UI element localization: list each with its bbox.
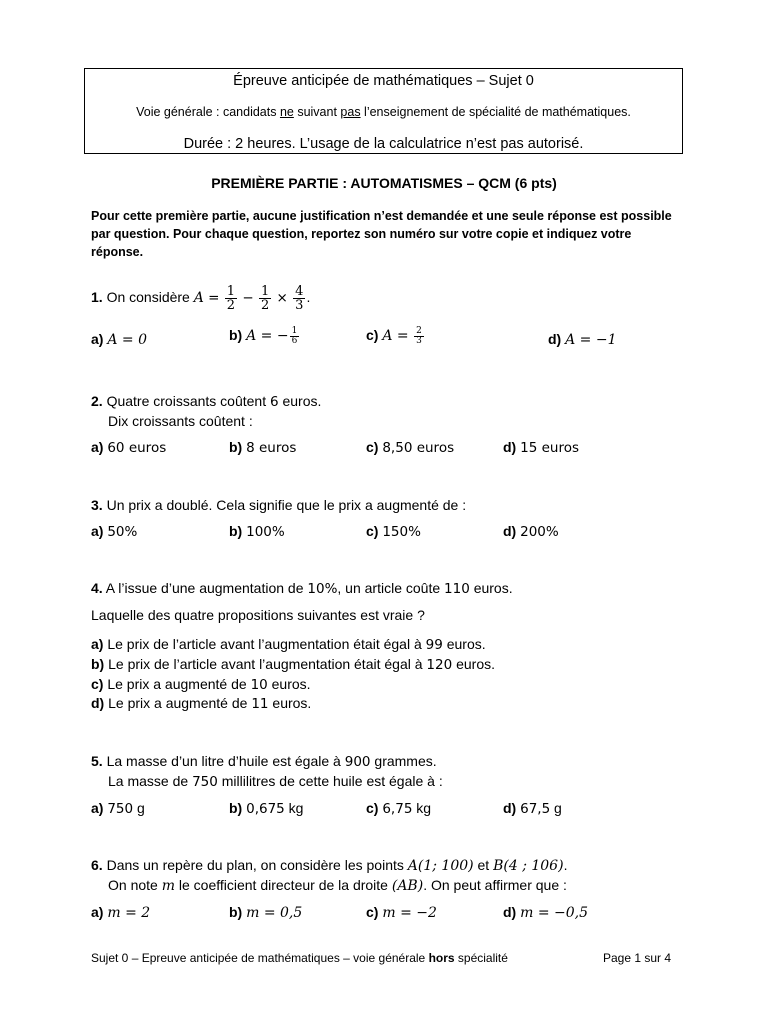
option-value: 100%	[246, 524, 285, 540]
question-text: euros.	[278, 393, 322, 409]
fraction	[293, 285, 305, 312]
option-value: 200%	[520, 524, 559, 540]
question-text: Un prix a doublé. Cela signifie que le prix a augmenté de :	[102, 497, 467, 513]
denominator: 3	[295, 298, 304, 313]
question-text: . On peut affirmer que :	[423, 877, 567, 893]
option-label: b)	[229, 439, 243, 455]
track-text-1: Voie générale : candidats	[136, 105, 280, 119]
option-c	[366, 904, 437, 921]
option-a	[91, 439, 166, 456]
option-unit: kg	[412, 800, 432, 816]
option-label: d)	[91, 695, 105, 711]
math-number: 10%	[307, 581, 338, 597]
question-text: A l’issue d’une augmentation de	[102, 580, 308, 596]
option-d	[503, 523, 559, 540]
numerator: 1	[226, 284, 236, 299]
question-text: Dans un repère du plan, on considère les points	[102, 857, 408, 873]
denominator: 2	[260, 298, 270, 313]
question-4-line2: Laquelle des quatre propositions suivantes est vraie ?	[91, 607, 425, 623]
math-point: A(1; 100)	[407, 858, 474, 874]
option-a	[91, 331, 147, 348]
option-unit: euros	[537, 440, 579, 456]
option-label: b)	[229, 904, 243, 920]
option-c	[366, 523, 421, 540]
question-text: et	[473, 857, 494, 873]
section-title: PREMIÈRE PARTIE : AUTOMATISMES – QCM (6 pts)	[211, 175, 557, 191]
question-text: Quatre croissants coûtent	[102, 393, 270, 409]
option-value: 0,675	[246, 801, 285, 817]
track-ne: ne	[279, 105, 294, 119]
option-value: 120	[426, 657, 453, 673]
option-value: A =	[382, 328, 414, 345]
math-number: 6	[270, 394, 279, 410]
question-4	[91, 580, 513, 597]
track-text-2: suivant	[293, 105, 341, 119]
option-a	[91, 904, 150, 921]
option-label: a)	[91, 331, 104, 347]
option-unit: kg	[284, 800, 304, 816]
option-value: 6,75	[382, 801, 413, 817]
math-number: 110	[444, 581, 470, 597]
option-b	[229, 327, 300, 346]
question-text: On note	[108, 877, 162, 893]
option-value: 50%	[107, 524, 138, 540]
option-label: a)	[91, 636, 104, 652]
question-text: euros.	[469, 580, 513, 596]
option-value: A = −	[246, 328, 289, 345]
option-label: b)	[229, 523, 243, 539]
option-text: Le prix a augmenté de	[103, 676, 251, 692]
option-unit: euros.	[267, 676, 311, 692]
option-a	[91, 800, 145, 817]
question-text: , un article coûte	[337, 580, 445, 596]
question-text: le coefficient directeur de la droite	[174, 877, 392, 893]
option-value: m = −0,5	[520, 905, 589, 921]
option-b	[91, 656, 495, 673]
numerator: 1	[260, 284, 270, 299]
option-label: c)	[91, 676, 104, 692]
question-6	[91, 857, 567, 874]
option-label: a)	[91, 523, 104, 539]
fraction	[259, 285, 271, 312]
math-number: 750	[192, 774, 218, 790]
option-unit: euros.	[442, 636, 486, 652]
fraction	[414, 327, 424, 346]
question-number: 6.	[91, 857, 103, 873]
option-label: d)	[503, 523, 517, 539]
math-op: ×	[272, 290, 293, 307]
option-b	[229, 904, 302, 921]
fraction	[290, 327, 300, 346]
question-6-line2	[108, 877, 567, 894]
option-value: 8	[246, 440, 255, 456]
option-c	[366, 800, 431, 817]
option-unit: euros	[124, 440, 167, 456]
question-text: grammes.	[370, 753, 437, 769]
option-label: b)	[91, 656, 105, 672]
option-unit: euros	[412, 440, 455, 456]
option-unit: g	[133, 800, 145, 816]
option-unit: euros.	[452, 656, 496, 672]
math-end: .	[306, 289, 311, 306]
option-label: c)	[366, 523, 379, 539]
option-value: 11	[251, 696, 269, 712]
option-d	[91, 695, 311, 712]
option-a	[91, 523, 137, 540]
question-number: 5.	[91, 753, 103, 769]
option-label: a)	[91, 904, 104, 920]
header-box	[84, 68, 683, 154]
math-var: m	[161, 878, 175, 894]
question-2	[91, 393, 321, 410]
option-unit: g	[550, 800, 562, 816]
option-text: Le prix de l’article avant l’augmentation était égal à	[103, 636, 426, 652]
option-label: b)	[229, 327, 243, 344]
option-value: 99	[425, 637, 443, 653]
option-label: b)	[229, 800, 243, 816]
question-number: 2.	[91, 393, 103, 409]
option-unit: euros	[254, 440, 297, 456]
option-label: d)	[503, 439, 517, 455]
question-text: La masse d’un litre d’huile est égale à	[102, 753, 345, 769]
denominator: 6	[291, 336, 298, 346]
math-op: −	[238, 290, 258, 307]
option-label: d)	[503, 904, 517, 920]
denominator: 3	[416, 336, 422, 346]
option-unit: euros.	[268, 695, 312, 711]
option-value: 150%	[382, 524, 421, 540]
question-1	[91, 285, 310, 312]
option-label: d)	[548, 331, 562, 347]
option-c	[91, 676, 311, 693]
footer-left	[91, 951, 508, 965]
question-text: .	[563, 857, 568, 873]
page-number: Page 1 sur 4	[603, 951, 672, 965]
option-label: d)	[503, 800, 517, 816]
option-c	[366, 327, 425, 346]
exam-duration: Durée : 2 heures. L’usage de la calculatrice n’est pas autorisé.	[183, 136, 584, 152]
track-text-3: l’enseignement de spécialité de mathématiques.	[360, 105, 631, 119]
math-var: A	[193, 290, 204, 307]
option-label: c)	[366, 904, 379, 920]
question-text: On considère	[102, 289, 194, 306]
question-text: millilitres de cette huile est égale à :	[217, 773, 443, 789]
option-value: m = 0,5	[246, 905, 303, 921]
option-d	[503, 800, 562, 817]
question-2-line2: Dix croissants coûtent :	[108, 413, 253, 429]
option-label: a)	[91, 439, 104, 455]
option-d	[503, 439, 579, 456]
option-text: Le prix a augmenté de	[104, 695, 252, 711]
question-3	[91, 497, 466, 513]
option-value: 750	[107, 801, 134, 817]
option-b	[229, 800, 303, 817]
option-value: 60	[107, 440, 125, 456]
option-a	[91, 636, 486, 653]
denominator: 2	[226, 298, 236, 313]
option-text: Le prix de l’article avant l’augmentation était égal à	[104, 656, 427, 672]
numerator: 2	[416, 326, 422, 336]
option-d	[503, 904, 588, 921]
question-number: 1.	[91, 289, 103, 306]
exam-title: Épreuve anticipée de mathématiques – Sujet 0	[233, 73, 534, 89]
math-point: B(4 ; 106)	[493, 858, 564, 874]
exam-track	[85, 105, 682, 119]
fraction	[225, 285, 237, 312]
option-value: A = 0	[107, 332, 147, 348]
option-value: 8,50	[382, 440, 413, 456]
question-number: 4.	[91, 580, 103, 596]
instructions: Pour cette première partie, aucune justification n’est demandée et une seule réponse est possible par question. Pour chaque question, reportez son numéro sur votre copie et indiquez votre réponse.	[91, 209, 672, 259]
option-c	[366, 439, 454, 456]
option-b	[229, 439, 296, 456]
option-value: 67,5	[520, 801, 551, 817]
option-value: m = 2	[107, 905, 151, 921]
footer-bold: hors	[428, 951, 455, 965]
option-label: c)	[366, 439, 379, 455]
question-5	[91, 753, 437, 770]
option-d	[548, 331, 617, 348]
footer-text: Sujet 0 – Epreuve anticipée de mathématiques – voie générale	[91, 951, 429, 965]
math-line: (AB)	[391, 878, 424, 894]
option-value: A = −1	[565, 332, 617, 348]
track-pas: pas	[340, 105, 361, 119]
numerator: 4	[295, 284, 304, 299]
option-value: m = −2	[382, 905, 437, 921]
footer-text: spécialité	[454, 951, 508, 965]
question-5-line2	[108, 773, 443, 790]
math-number: 900	[344, 754, 371, 770]
question-number: 3.	[91, 497, 103, 513]
question-text: La masse de	[108, 773, 193, 789]
math-op: =	[203, 290, 224, 307]
option-label: c)	[366, 800, 379, 816]
option-value: 15	[520, 440, 538, 456]
option-label: a)	[91, 800, 104, 816]
option-value: 10	[250, 677, 268, 693]
numerator: 1	[291, 326, 298, 336]
option-label: c)	[366, 327, 379, 344]
option-b	[229, 523, 285, 540]
